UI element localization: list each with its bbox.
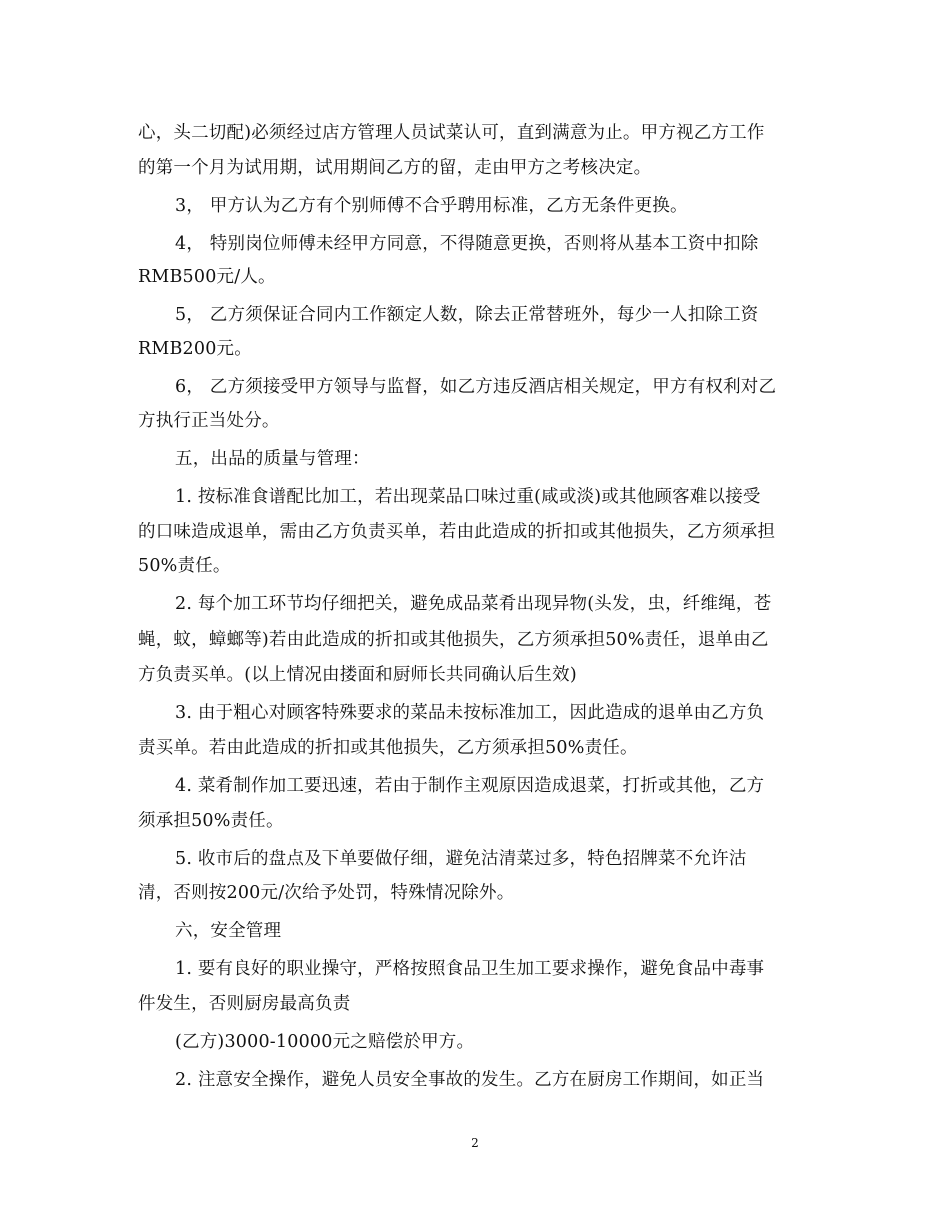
text-line: 5， 乙方须保证合同内工作额定人数，除去正常替班外，每少一人扣除工资 xyxy=(175,305,759,325)
text-line: 蝇，蚊，蟑螂等)若由此造成的折扣或其他损失，乙方须承担50%责任，退单由乙 xyxy=(138,630,769,650)
section-heading: 五，出品的质量与管理： xyxy=(175,449,370,469)
text-line: RMB500元/人。 xyxy=(138,267,276,287)
text-line: (乙方)3000-10000元之赔偿於甲方。 xyxy=(175,1032,475,1052)
text-line: 方负责买单。(以上情况由搂面和厨师长共同确认后生效) xyxy=(138,665,577,685)
text-line: 4， 特别岗位师傅未经甲方同意，不得随意更换，否则将从基本工资中扣除 xyxy=(175,234,759,254)
text-line: 清，否则按200元/次给予处罚，特殊情况除外。 xyxy=(138,883,515,903)
text-line: 责买单。若由此造成的折扣或其他损失，乙方须承担50%责任。 xyxy=(138,738,638,758)
text-line: 心，头二切配)必须经过店方管理人员试菜认可，直到满意为止。甲方视乙方工作 xyxy=(138,123,765,143)
section-heading: 六，安全管理 xyxy=(175,921,282,941)
text-line: 的口味造成退单，需由乙方负责买单，若由此造成的折扣或其他损失，乙方须承担 xyxy=(138,522,776,542)
text-line: 5. 收市后的盘点及下单要做仔细，避免沽清菜过多，特色招牌菜不允许沽 xyxy=(175,849,747,869)
text-line: 4. 菜肴制作加工要迅速，若由于制作主观原因造成退菜，打折或其他，乙方 xyxy=(175,776,765,796)
text-line: 的第一个月为试用期，试用期间乙方的留，走由甲方之考核决定。 xyxy=(138,158,652,178)
text-line: 件发生，否则厨房最高负责 xyxy=(138,994,351,1014)
text-line: 2. 注意安全操作，避免人员安全事故的发生。乙方在厨房工作期间，如正当 xyxy=(175,1070,765,1090)
text-line: RMB200元。 xyxy=(138,339,252,359)
text-line: 须承担50%责任。 xyxy=(138,811,284,831)
text-line: 1. 按标准食谱配比加工，若出现菜品口味过重(咸或淡)或其他顾客难以接受 xyxy=(175,487,761,507)
text-line: 2. 每个加工环节均仔细把关，避免成品菜肴出现异物(头发，虫，纤维绳，苍 xyxy=(175,594,772,614)
text-line: 3. 由于粗心对顾客特殊要求的菜品未按标准加工，因此造成的退单由乙方负 xyxy=(175,703,765,723)
text-line: 方执行正当处分。 xyxy=(138,411,280,431)
text-line: 1. 要有良好的职业操守，严格按照食品卫生加工要求操作，避免食品中毒事 xyxy=(175,959,765,979)
text-line: 50%责任。 xyxy=(138,556,231,576)
text-line: 6， 乙方须接受甲方领导与监督，如乙方违反酒店相关规定，甲方有权利对乙 xyxy=(175,377,777,397)
text-line: 3， 甲方认为乙方有个别师傅不合乎聘用标准，乙方无条件更换。 xyxy=(175,196,688,216)
page-number: 2 xyxy=(471,1136,479,1150)
